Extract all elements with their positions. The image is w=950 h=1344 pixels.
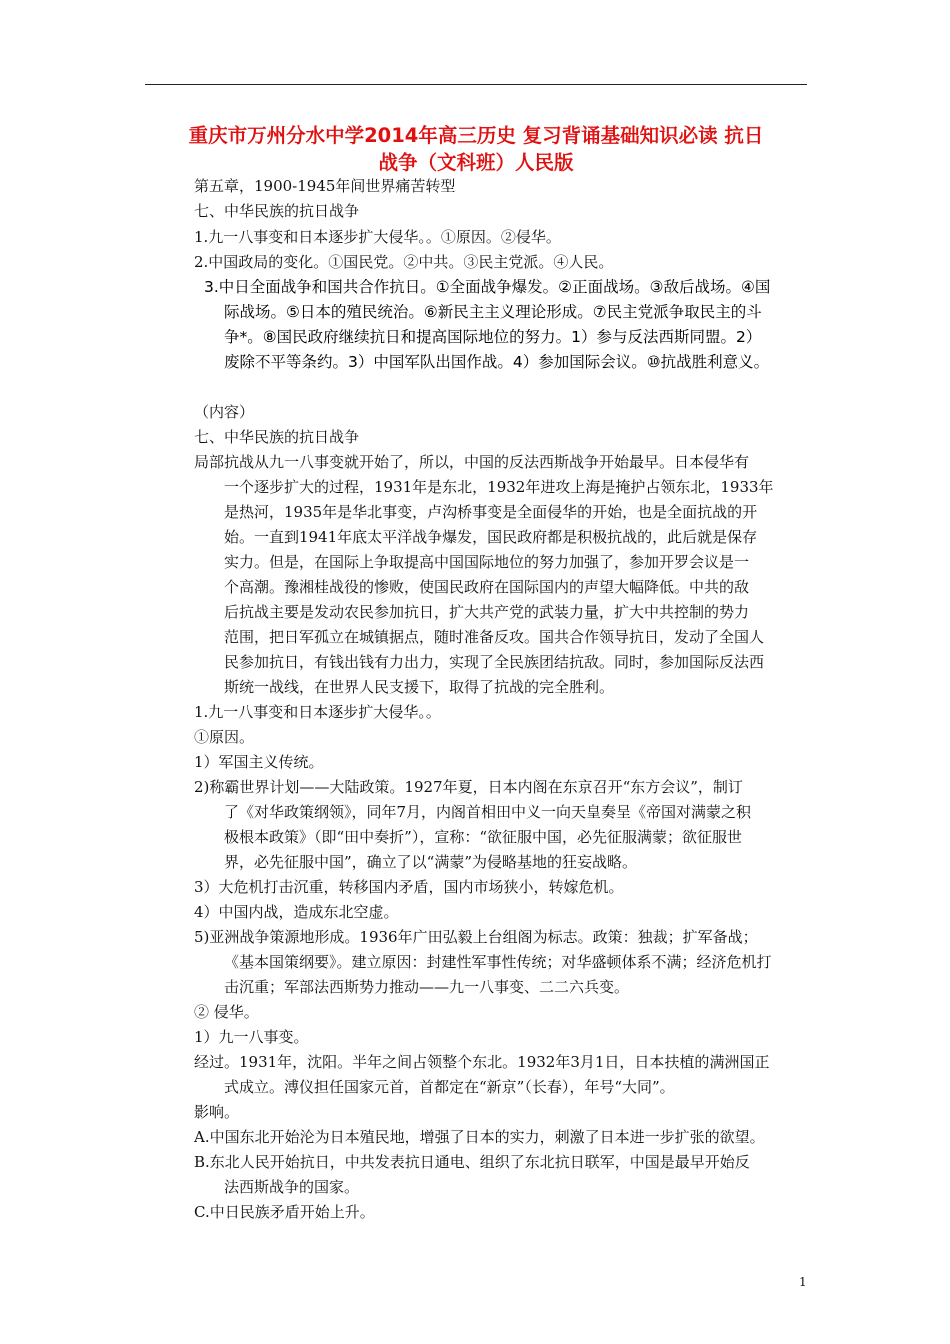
text-line: 《基本国策纲要》。建立原因：封建性军事性传统；对华盛顿体系不满；经济危机打: [224, 953, 772, 971]
title-line-1: 重庆市万州分水中学2014年高三历史 复习背诵基础知识必读 抗日: [188, 124, 764, 147]
text-line: 个高潮。豫湘桂战役的惨败，使国民政府在国际国内的声望大幅降低。中共的敌: [224, 578, 750, 596]
text-line: 是热河，1935年是华北事变，卢沟桥事变是全面侵华的开始，也是全面抗战的开: [224, 503, 758, 521]
title-line-2: 战争（文科班）人民版: [378, 151, 574, 174]
text-line: 法西斯战争的国家。: [224, 1178, 360, 1196]
text-line: 式成立。溥仪担任国家元首，首都定在“新京”（长春），年号“大同”。: [224, 1078, 675, 1096]
text-line: ①原因。: [194, 728, 255, 746]
text-line: 2)称霸世界计划——大陆政策。1927年夏，日本内阁在东京召开“东方会议”，制订: [194, 778, 743, 796]
text-line: C.中日民族矛盾开始上升。: [194, 1203, 375, 1221]
text-line: 1.九一八事变和日本逐步扩大侵华。。①原因。②侵华。: [194, 228, 561, 246]
text-line: 局部抗战从九一八事变就开始了，所以，中国的反法西斯战争开始最早。日本侵华有: [194, 453, 750, 471]
text-line: 后抗战主要是发动农民参加抗日，扩大共产党的武装力量，扩大中共控制的势力: [224, 603, 750, 621]
text-line: 5)亚洲战争策源地形成。1936年广田弘毅上台组阁为标志。政策：独裁；扩军备战；: [194, 928, 758, 946]
text-line: 1）九一八事变。: [194, 1028, 309, 1046]
text-line: 争*。⑧国民政府继续抗日和提高国际地位的努力。1）参与反法西斯同盟。2）: [224, 328, 762, 346]
text-line: 际战场。⑤日本的殖民统治。⑥新民主主义理论形成。⑦民主党派争取民主的斗: [224, 303, 762, 321]
text-line: （内容）: [194, 403, 255, 421]
text-line: 影响。: [194, 1103, 240, 1121]
text-line: 1.九一八事变和日本逐步扩大侵华。。: [194, 703, 441, 721]
text-line: B.东北人民开始抗日，中共发表抗日通电、组织了东北抗日联军，中国是最早开始反: [194, 1153, 750, 1171]
text-line: 了《对华政策纲领》，同年7月，内阁首相田中义一向天皇奏呈《帝国对满蒙之积: [224, 803, 752, 821]
text-line: 斯统一战线，在世界人民支援下，取得了抗战的完全胜利。: [224, 678, 615, 696]
text-line: 2.中国政局的变化。①国民党。②中共。③民主党派。④人民。: [194, 253, 614, 271]
text-line: 始。一直到1941年底太平洋战争爆发，国民政府都是积极抗战的，此后就是保存: [224, 528, 758, 546]
text-line: 民参加抗日，有钱出钱有力出力，实现了全民族团结抗敌。同时，参加国际反法西: [224, 653, 765, 671]
text-line: 七、中华民族的抗日战争: [194, 428, 360, 446]
text-line: 废除不平等条约。3）中国军队出国作战。4）参加国际会议。⑩抗战胜利意义。: [224, 353, 770, 371]
text-line: 击沉重；军部法西斯势力推动——九一八事变、二二六兵变。: [224, 978, 630, 996]
text-line: 范围，把日军孤立在城镇据点，随时准备反攻。国共合作领导抗日，发动了全国人: [224, 628, 765, 646]
text-line: 极根本政策》（即“田中奏折”），宣称：“欲征服中国，必先征服满蒙；欲征服世: [224, 828, 743, 846]
text-line: 1）军国主义传统。: [194, 753, 324, 771]
document-title: [140, 122, 812, 176]
text-line: 3）大危机打击沉重，转移国内矛盾，国内市场狭小，转嫁危机。: [194, 878, 624, 896]
text-line: 3.中日全面战争和国共合作抗日。①全面战争爆发。②正面战场。③敌后战场。④国: [204, 278, 771, 296]
text-line: 一个逐步扩大的过程，1931年是东北，1932年进攻上海是掩护占领东北，1933年: [224, 478, 774, 496]
text-line: ② 侵华。: [194, 1003, 259, 1021]
header-rule: [145, 84, 807, 85]
text-line: A.中国东北开始沦为日本殖民地，增强了日本的实力，刺激了日本进一步扩张的欲望。: [194, 1128, 765, 1146]
text-line: 经过。1931年，沈阳。半年之间占领整个东北。1932年3月1日，日本扶植的满洲国正: [194, 1053, 770, 1071]
text-line: 实力。但是，在国际上争取提高中国国际地位的努力加强了，参加开罗会议是一: [224, 553, 750, 571]
text-line: 第五章，1900-1945年间世界痛苦转型: [194, 177, 456, 195]
text-line: 界，必先征服中国”，确立了以“满蒙”为侵略基地的狂妄战略。: [224, 853, 638, 871]
text-line: 七、中华民族的抗日战争: [194, 202, 360, 220]
page-number: 1: [799, 1275, 807, 1289]
text-line: 4）中国内战，造成东北空虚。: [194, 903, 399, 921]
